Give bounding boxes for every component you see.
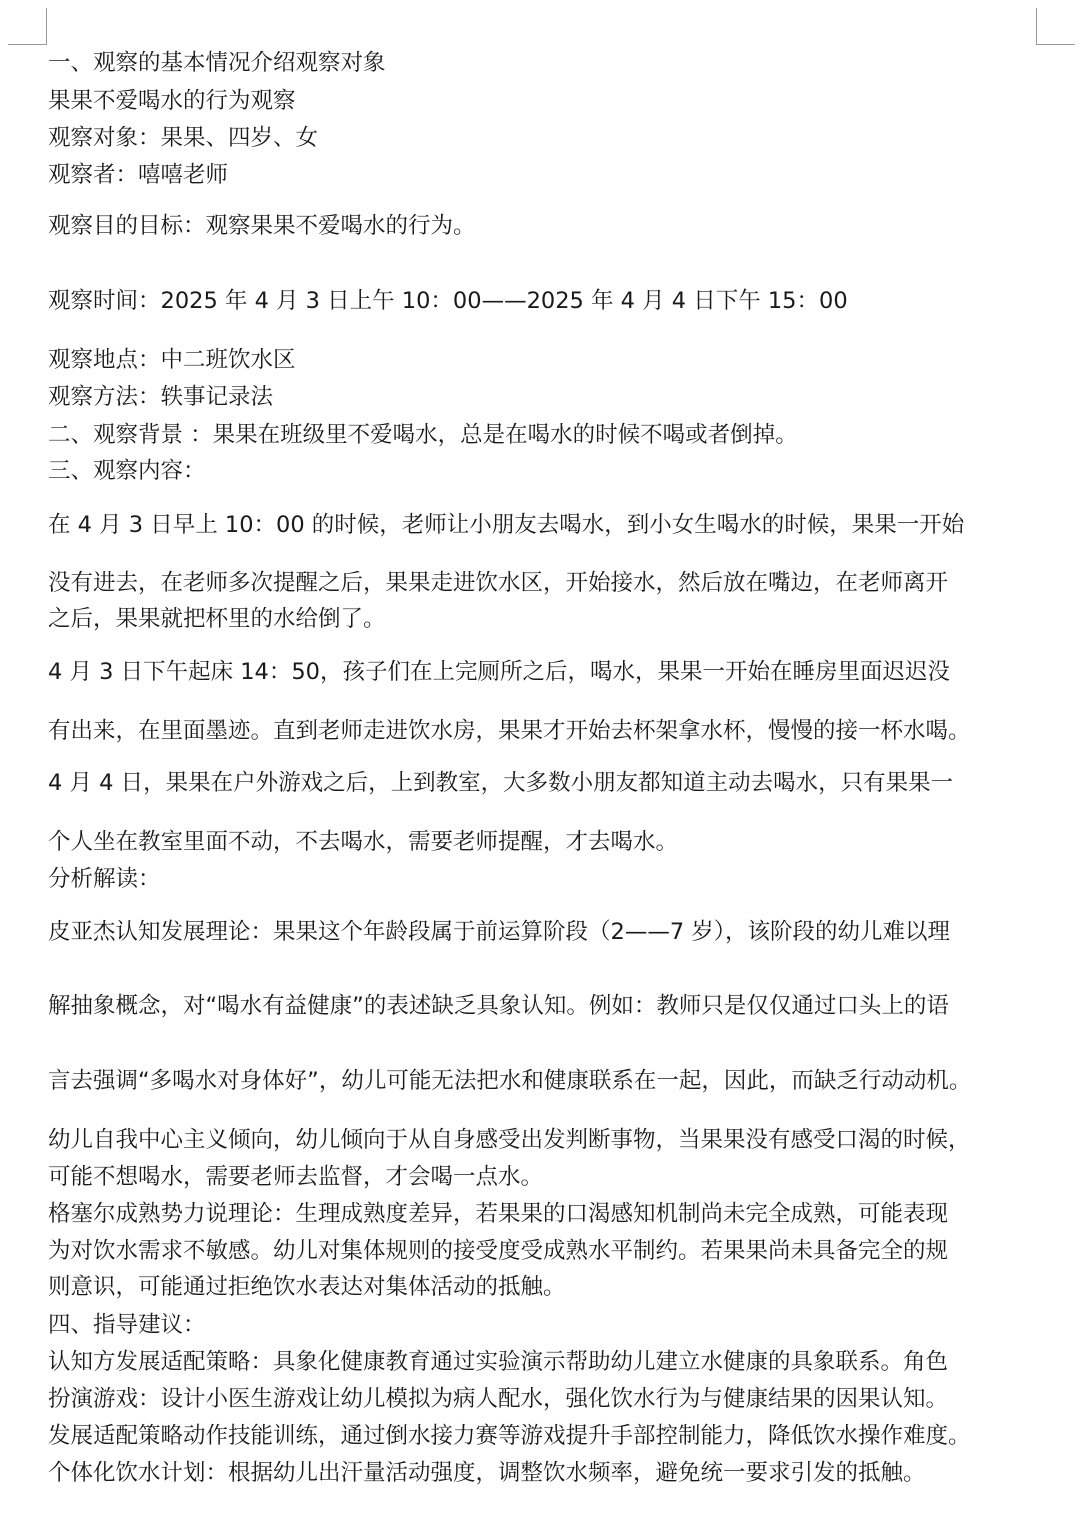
paragraph-line: 在 4 月 3 日早上 10：00 的时候，老师让小朋友去喝水，到小女生喝水的时候，果果一开始 xyxy=(48,512,965,538)
heading-analysis: 分析解读： xyxy=(48,866,161,892)
paragraph-line: 幼儿自我中心主义倾向，幼儿倾向于从自身感受出发判断事物，当果果没有感受口渴的时候， xyxy=(48,1127,971,1153)
paragraph-line: 之后，果果就把杯里的水给倒了。 xyxy=(48,606,386,632)
heading-section-4: 四、指导建议： xyxy=(48,1312,206,1338)
paragraph-line: 4 月 4 日，果果在户外游戏之后，上到教室，大多数小朋友都知道主动去喝水，只有果果一 xyxy=(48,770,954,796)
observation-method: 观察方法：轶事记录法 xyxy=(48,384,274,410)
observation-title: 果果不爱喝水的行为观察 xyxy=(48,88,296,114)
heading-section-1: 一、观察的基本情况介绍观察对象 xyxy=(48,50,386,76)
observer: 观察者：嘻嘻老师 xyxy=(48,162,229,188)
paragraph-line: 发展适配策略动作技能训练，通过倒水接力赛等游戏提升手部控制能力，降低饮水操作难度。 xyxy=(48,1423,971,1449)
paragraph-line: 个体化饮水计划：根据幼儿出汗量活动强度，调整饮水频率，避免统一要求引发的抵触。 xyxy=(48,1460,926,1486)
paragraph-line: 认知方发展适配策略：具象化健康教育通过实验演示帮助幼儿建立水健康的具象联系。角色 xyxy=(48,1349,949,1375)
crop-mark-top-left xyxy=(8,8,47,45)
paragraph-line: 皮亚杰认知发展理论：果果这个年龄段属于前运算阶段（2——7 岁），该阶段的幼儿难以理 xyxy=(48,919,951,945)
heading-section-3: 三、观察内容： xyxy=(48,458,206,484)
heading-section-2: 二、观察背景 ：果果在班级里不爱喝水，总是在喝水的时候不喝或者倒掉。 xyxy=(48,422,798,448)
paragraph-line: 扮演游戏：设计小医生游戏让幼儿模拟为病人配水，强化饮水行为与健康结果的因果认知。 xyxy=(48,1386,949,1412)
observation-location: 观察地点：中二班饮水区 xyxy=(48,347,296,373)
paragraph-line: 言去强调“多喝水对身体好”，幼儿可能无法把水和健康联系在一起，因此，而缺乏行动动机。 xyxy=(48,1068,972,1094)
paragraph-line: 解抽象概念，对“喝水有益健康”的表述缺乏具象认知。例如：教师只是仅仅通过口头上的语 xyxy=(48,993,949,1019)
observation-goal: 观察目的目标：观察果果不爱喝水的行为。 xyxy=(48,213,476,239)
paragraph-line: 格塞尔成熟势力说理论：生理成熟度差异，若果果的口渴感知机制尚未完全成熟，可能表现 xyxy=(48,1201,949,1227)
paragraph-line: 有出来，在里面墨迹。直到老师走进饮水房，果果才开始去杯架拿水杯，慢慢的接一杯水喝。 xyxy=(48,718,971,744)
observation-subject: 观察对象：果果、四岁、女 xyxy=(48,125,319,151)
paragraph-line: 为对饮水需求不敏感。幼儿对集体规则的接受度受成熟水平制约。若果果尚未具备完全的规 xyxy=(48,1238,949,1264)
paragraph-line: 没有进去，在老师多次提醒之后，果果走进饮水区，开始接水，然后放在嘴边，在老师离开 xyxy=(48,570,949,596)
paragraph-line: 4 月 3 日下午起床 14：50，孩子们在上完厕所之后，喝水，果果一开始在睡房里面迟迟没 xyxy=(48,659,951,685)
observation-time: 观察时间：2025 年 4 月 3 日上午 10：00——2025 年 4 月 4 日下午 15：00 xyxy=(48,288,848,314)
paragraph-line: 个人坐在教室里面不动，不去喝水，需要老师提醒，才去喝水。 xyxy=(48,829,679,855)
paragraph-line: 则意识，可能通过拒绝饮水表达对集体活动的抵触。 xyxy=(48,1274,566,1300)
paragraph-line: 可能不想喝水，需要老师去监督，才会喝一点水。 xyxy=(48,1164,544,1190)
crop-mark-top-right xyxy=(1036,8,1075,45)
